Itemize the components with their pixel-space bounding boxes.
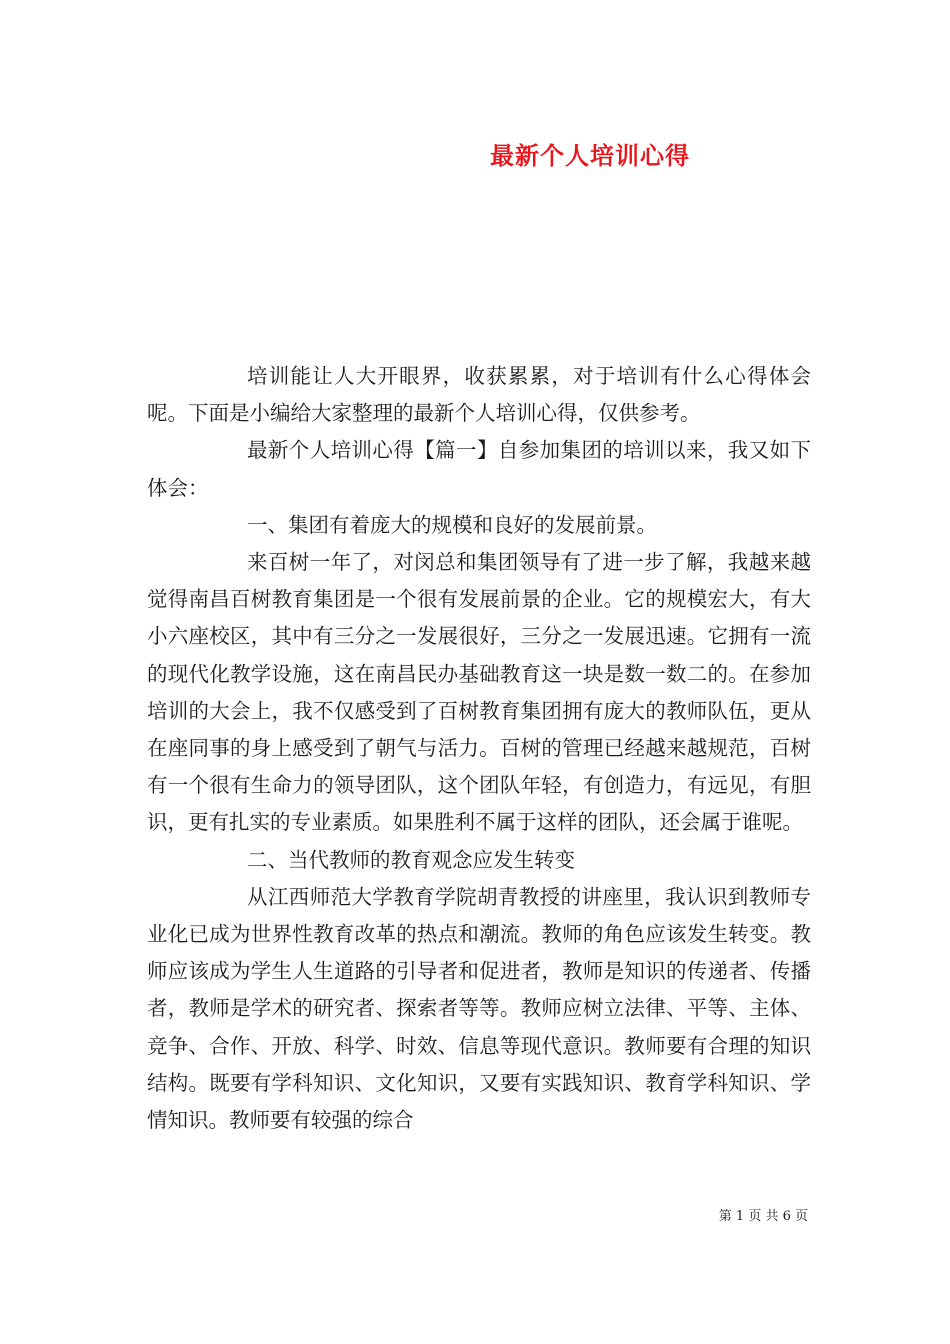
document-body xyxy=(147,358,811,1139)
page-number-footer: 第 1 页 共 6 页 xyxy=(718,1209,808,1224)
document-title: 最新个人培训心得 xyxy=(490,141,690,170)
paragraph-group-prospects: 来百树一年了，对闵总和集团领导有了进一步了解，我越来越觉得南昌百树教育集团是一个很有发展前景的企业。它的规模宏大，有大小六座校区，其中有三分之一发展很好，三分之一发展迅速。它拥有一流的现代化教学设施，这在南昌民办基础教育这一块是数一数二的。在参加培训的大会上，我不仅感受到了百树教育集团拥有庞大的教师队伍，更从在座同事的身上感受到了朝气与活力。百树的管理已经越来越规范，百树有一个很有生命力的领导团队，这个团队年轻，有创造力，有远见，有胆识，更有扎实的专业素质。如果胜利不属于这样的团队，还会属于谁呢。 xyxy=(147,550,811,835)
section-heading-one: 一、集团有着庞大的规模和良好的发展前景。 xyxy=(247,512,657,537)
section-heading-two: 二、当代教师的教育观念应发生转变 xyxy=(247,847,575,872)
paragraph-intro: 培训能让人大开眼界，收获累累，对于培训有什么心得体会呢。下面是小编给大家整理的最新个人培训心得，仅供参考。 xyxy=(147,364,811,426)
paragraph-part-one-heading: 最新个人培训心得【篇一】自参加集团的培训以来，我又如下体会： xyxy=(147,438,811,500)
paragraph-teacher-concepts: 从江西师范大学教育学院胡青教授的讲座里，我认识到教师专业化已成为世界性教育改革的热点和潮流。教师的角色应该发生转变。教师应该成为学生人生道路的引导者和促进者，教师是知识的传递者、传播者，教师是学术的研究者、探索者等等。教师应树立法律、平等、主体、竞争、合作、开放、科学、时效、信息等现代意识。教师要有合理的知识结构。既要有学科知识、文化知识，又要有实践知识、教育学科知识、学情知识。教师要有较强的综合 xyxy=(147,884,811,1133)
